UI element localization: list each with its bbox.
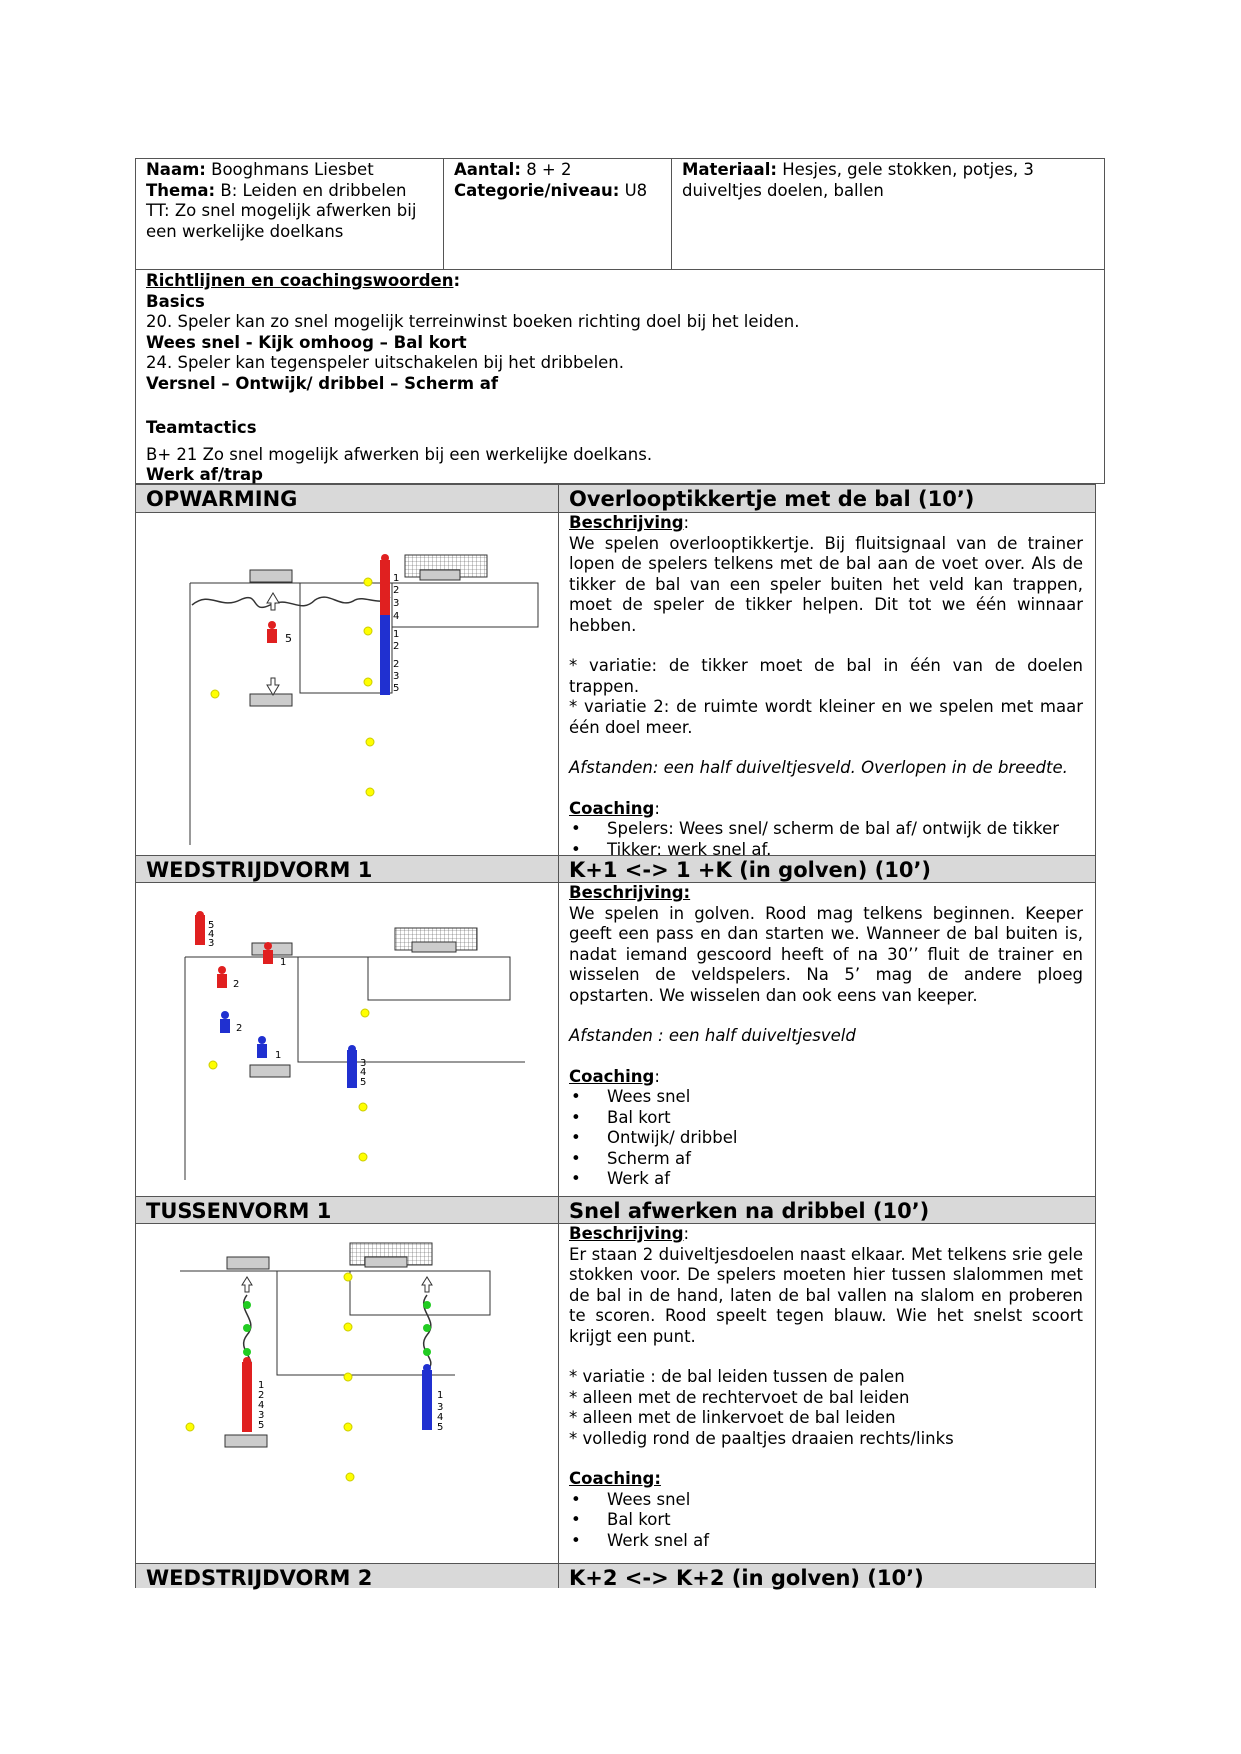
- wave-line: [192, 597, 390, 607]
- section-title: Snel afwerken na dribbel (10’): [569, 1199, 930, 1223]
- small-goal: [250, 694, 292, 706]
- field-line: [298, 957, 525, 1062]
- svg-text:2: 2: [393, 641, 400, 652]
- coaching-item: • Tikker: werk snel af.: [569, 840, 1083, 861]
- opwarming-text: Beschrijving: We spelen overlooptikkertje. Bij fluitsignaal van de trainer lopen de spelers telkens met de bal aan de voet over. Als de tikker de bal van een speler buiten het veld kan trappen, moet de speler de tikker helpen. Dit tot we één winnaar hebben. * variatie: de tikker moet de bal in één van de doelen trappen. * variatie 2: de ruimte wordt kleiner en we spelen met maar één doel meer. Afstanden: een half duiveltjesveld. Overlopen in de breedte. Coaching: • Spelers: Wees snel/ scherm de bal af/ ontwijk de tikker • Tikker: werk snel af.: [559, 513, 1095, 860]
- guidelines-colon: :: [453, 271, 461, 290]
- blue-players: [422, 1364, 432, 1430]
- svg-text:2: 2: [393, 659, 400, 670]
- svg-text:5: 5: [437, 1422, 444, 1433]
- small-goal: [365, 1257, 407, 1267]
- tussenvorm1-text: Beschrijving: Er staan 2 duiveltjesdoelen naast elkaar. Met telkens srie gele stokken voor. De spelers moeten hier tussen slalommen met de bal in de hand, laten de bal vallen na slalom en proberen te scoren. Rood speelt tegen blauw. Wie het snelst scoort krijgt een punt. * variatie : de bal leiden tussen de palen * alleen met de rechtervoet de bal leiden * alleen met de linkervoet de bal leiden * volledig rond de paaltjes draaien rechts/links Coaching: • Wees snel • Bal kort • Werk snel af: [559, 1224, 1095, 1551]
- materiaal-label: Materiaal:: [682, 160, 777, 179]
- naam-value: Booghmans Liesbet: [211, 160, 374, 179]
- player-numbers: [360, 1058, 366, 1088]
- svg-text:4: 4: [208, 929, 215, 940]
- desc-text: We spelen in golven. Rood mag telkens beginnen. Keeper geeft een pass en dan starten we. Wanneer de bal buiten is, nadat iemand gescoord heeft of na 30’’ fluit de trainer en wisselen de veldspelers. Na 5’ mag de andere ploeg opstarten. We wisselen dan ook eens van keeper.: [569, 903, 1083, 1005]
- svg-text:1: 1: [437, 1390, 444, 1401]
- svg-text:3: 3: [437, 1402, 444, 1413]
- svg-text:3: 3: [393, 598, 400, 609]
- arrow-icon: [267, 678, 279, 695]
- coaching-label: Coaching: [569, 798, 655, 818]
- coaching-item: • Spelers: Wees snel/ scherm de bal af/ ontwijk de tikker: [569, 819, 1083, 840]
- player-number: 1: [280, 957, 287, 968]
- basics-words-24: Versnel – Ontwijk/ dribbel – Scherm af: [146, 373, 499, 393]
- phase-label: WEDSTRIJDVORM 1: [146, 858, 373, 882]
- small-goal: [420, 570, 460, 580]
- svg-text:5: 5: [258, 1420, 265, 1431]
- wedstrijdvorm1-text: Beschrijving: We spelen in golven. Rood mag telkens beginnen. Keeper geeft een pass en dan starten we. Wanneer de bal buiten is, nadat iemand gescoord heeft of na 30’’ fluit de trainer en wisselen de veldspelers. Na 5’ mag de andere ploeg opstarten. We wisselen dan ook eens van keeper. Afstanden : een half duiveltjesveld Coaching: • Wees snel • Bal kort • Ontwijk/ dribbel • Scherm af • Werk af: [559, 883, 1095, 1190]
- arrow-icon: [267, 593, 279, 610]
- variation-item: * volledig rond de paaltjes draaien rechts/links: [569, 1428, 954, 1448]
- player-red: [263, 942, 273, 964]
- svg-text:3: 3: [208, 938, 215, 949]
- tt-value: TT: Zo snel mogelijk afwerken bij een werkelijke doelkans: [146, 201, 417, 241]
- basics-label: Basics: [146, 291, 205, 311]
- arrow-icon: [242, 1277, 252, 1292]
- thema-value: B: Leiden en dribbelen: [220, 180, 407, 200]
- variation-1: * variatie: de tikker moet de bal in één van de doelen trappen.: [569, 656, 1083, 696]
- afstanden-text: Afstanden : een half duiveltjesveld: [569, 1026, 856, 1045]
- svg-text:3: 3: [393, 671, 400, 682]
- info-materiaal-cell: [672, 160, 1104, 201]
- player-numbers: [208, 920, 214, 949]
- title-header-opwarming: [559, 485, 1095, 512]
- field-line: [300, 583, 392, 693]
- small-goal: [250, 570, 292, 582]
- green-poles: [243, 1301, 431, 1356]
- red-players: [195, 911, 205, 945]
- desc-label: Beschrijving: [569, 1224, 684, 1243]
- svg-text:1: 1: [258, 1380, 265, 1391]
- red-players: [242, 1357, 252, 1432]
- player-number: 2: [233, 979, 240, 990]
- coaching-item: • Bal kort: [569, 1108, 1083, 1129]
- coaching-item: • Scherm af: [569, 1149, 1083, 1170]
- section-title: Overlooptikkertje met de bal (10’): [569, 487, 975, 511]
- svg-text:5: 5: [393, 683, 400, 694]
- small-goal: [250, 1065, 290, 1077]
- section-title: K+1 <-> 1 +K (in golven) (10’): [569, 858, 932, 882]
- title-header-wedstrijdvorm2: [559, 1563, 1095, 1588]
- info-aantal-cell: [444, 160, 670, 201]
- field-line: [180, 1271, 490, 1315]
- coaching-item: • Wees snel: [569, 1490, 1083, 1511]
- phase-label: OPWARMING: [146, 487, 298, 511]
- naam-label: Naam:: [146, 160, 206, 179]
- player-number: 2: [236, 1023, 243, 1034]
- blue-players: [380, 615, 390, 695]
- coaching-label: Coaching:: [569, 1469, 661, 1488]
- tussenvorm1-diagram: [140, 1240, 550, 1515]
- player-numbers: [437, 1390, 443, 1433]
- coaching-item: • Wees snel: [569, 1087, 1083, 1108]
- player-blue: [257, 1036, 267, 1058]
- player-numbers: [393, 573, 399, 694]
- categorie-label: Categorie/niveau:: [454, 180, 620, 200]
- player-numbers: [258, 1380, 264, 1431]
- section-title: K+2 <-> K+2 (in golven) (10’): [569, 1566, 924, 1590]
- svg-text:5: 5: [208, 920, 215, 931]
- red-players: [380, 554, 390, 615]
- small-goal: [227, 1257, 269, 1269]
- svg-text:4: 4: [437, 1412, 444, 1423]
- opwarming-diagram: [140, 545, 550, 845]
- svg-text:1: 1: [393, 573, 400, 584]
- phase-label: WEDSTRIJDVORM 2: [146, 1566, 373, 1590]
- player-red: [267, 621, 277, 643]
- variation-item: * alleen met de linkervoet de bal leiden: [569, 1408, 896, 1427]
- variation-item: * variatie : de bal leiden tussen de palen: [569, 1367, 905, 1386]
- info-naam-cell: [136, 160, 442, 242]
- variation-2: * variatie 2: de ruimte wordt kleiner en we spelen met maar één doel meer.: [569, 697, 1083, 737]
- player-blue: [220, 1011, 230, 1033]
- cones: [209, 1009, 369, 1161]
- player-red: [217, 966, 227, 988]
- svg-text:1: 1: [393, 629, 400, 640]
- phase-label: TUSSENVORM 1: [146, 1199, 332, 1223]
- phase-header-wedstrijdvorm2: [136, 1563, 558, 1588]
- basics-line-20: 20. Speler kan zo snel mogelijk terreinwinst boeken richting doel bij het leiden.: [146, 312, 800, 331]
- blue-players: [347, 1045, 357, 1088]
- aantal-value: 8 + 2: [526, 160, 572, 179]
- teamtactics-line: B+ 21 Zo snel mogelijk afwerken bij een werkelijke doelkans.: [146, 444, 653, 464]
- coaching-item: • Ontwijk/ dribbel: [569, 1128, 1083, 1149]
- svg-text:4: 4: [258, 1400, 265, 1411]
- phase-header-wedstrijdvorm1: [136, 855, 558, 882]
- basics-words-20: Wees snel - Kijk omhoog – Bal kort: [146, 332, 467, 352]
- coaching-label: Coaching: [569, 1066, 655, 1086]
- basics-line-24: 24. Speler kan tegenspeler uitschakelen bij het dribbelen.: [146, 353, 625, 372]
- coaching-item: • Bal kort: [569, 1510, 1083, 1531]
- phase-header-opwarming: [136, 485, 558, 512]
- desc-text: Er staan 2 duiveltjesdoelen naast elkaar. Met telkens srie gele stokken voor. De spelers moeten hier tussen slalommen met de bal in de hand, laten de bal vallen na slalom en proberen te scoren. Rood speelt tegen blauw. Wie het snelst scoort krijgt een punt.: [569, 1244, 1083, 1346]
- small-goal: [225, 1435, 267, 1447]
- thema-label: Thema:: [146, 180, 216, 200]
- desc-label: Beschrijving: [569, 513, 684, 532]
- categorie-value: U8: [624, 180, 648, 200]
- cones: [186, 1273, 354, 1481]
- coaching-item: • Werk af: [569, 1169, 1083, 1190]
- svg-text:3: 3: [360, 1058, 367, 1069]
- guidelines-title: Richtlijnen en coachingswoorden: [146, 271, 454, 290]
- coaching-item: • Werk snel af: [569, 1531, 1083, 1552]
- svg-text:3: 3: [258, 1410, 265, 1421]
- wedstrijdvorm1-diagram: [140, 910, 550, 1180]
- svg-text:4: 4: [360, 1067, 367, 1078]
- cones: [211, 578, 374, 796]
- guidelines-text: [146, 271, 1096, 486]
- materiaal-value: Hesjes, gele stokken, potjes, 3 duiveltjes doelen, ballen: [682, 160, 1034, 200]
- desc-text: We spelen overlooptikkertje. Bij fluitsignaal van de trainer lopen de spelers telkens met de bal aan de voet over. Als de tikker de bal van een speler buiten het veld kan trappen, moet de speler de tikker helpen. Dit tot we één winnaar hebben.: [569, 533, 1083, 635]
- title-header-tussenvorm1: [559, 1196, 1095, 1223]
- player-number: 1: [275, 1050, 282, 1061]
- afstanden-text: Afstanden: een half duiveltjesveld. Overlopen in de breedte.: [569, 758, 1068, 777]
- phase-header-tussenvorm1: [136, 1196, 558, 1223]
- teamtactics-words: Werk af/trap: [146, 465, 263, 484]
- svg-text:5: 5: [360, 1077, 367, 1088]
- svg-text:2: 2: [258, 1390, 265, 1401]
- variation-item: * alleen met de rechtervoet de bal leiden: [569, 1387, 910, 1407]
- player-number: 5: [285, 632, 292, 645]
- aantal-label: Aantal:: [454, 160, 521, 179]
- svg-text:4: 4: [393, 611, 400, 622]
- teamtactics-label: Teamtactics: [146, 418, 257, 437]
- field-line: [190, 583, 538, 627]
- small-goal: [412, 942, 456, 952]
- desc-label: Beschrijving:: [569, 883, 691, 902]
- arrow-icon: [422, 1277, 432, 1292]
- svg-text:2: 2: [393, 585, 400, 596]
